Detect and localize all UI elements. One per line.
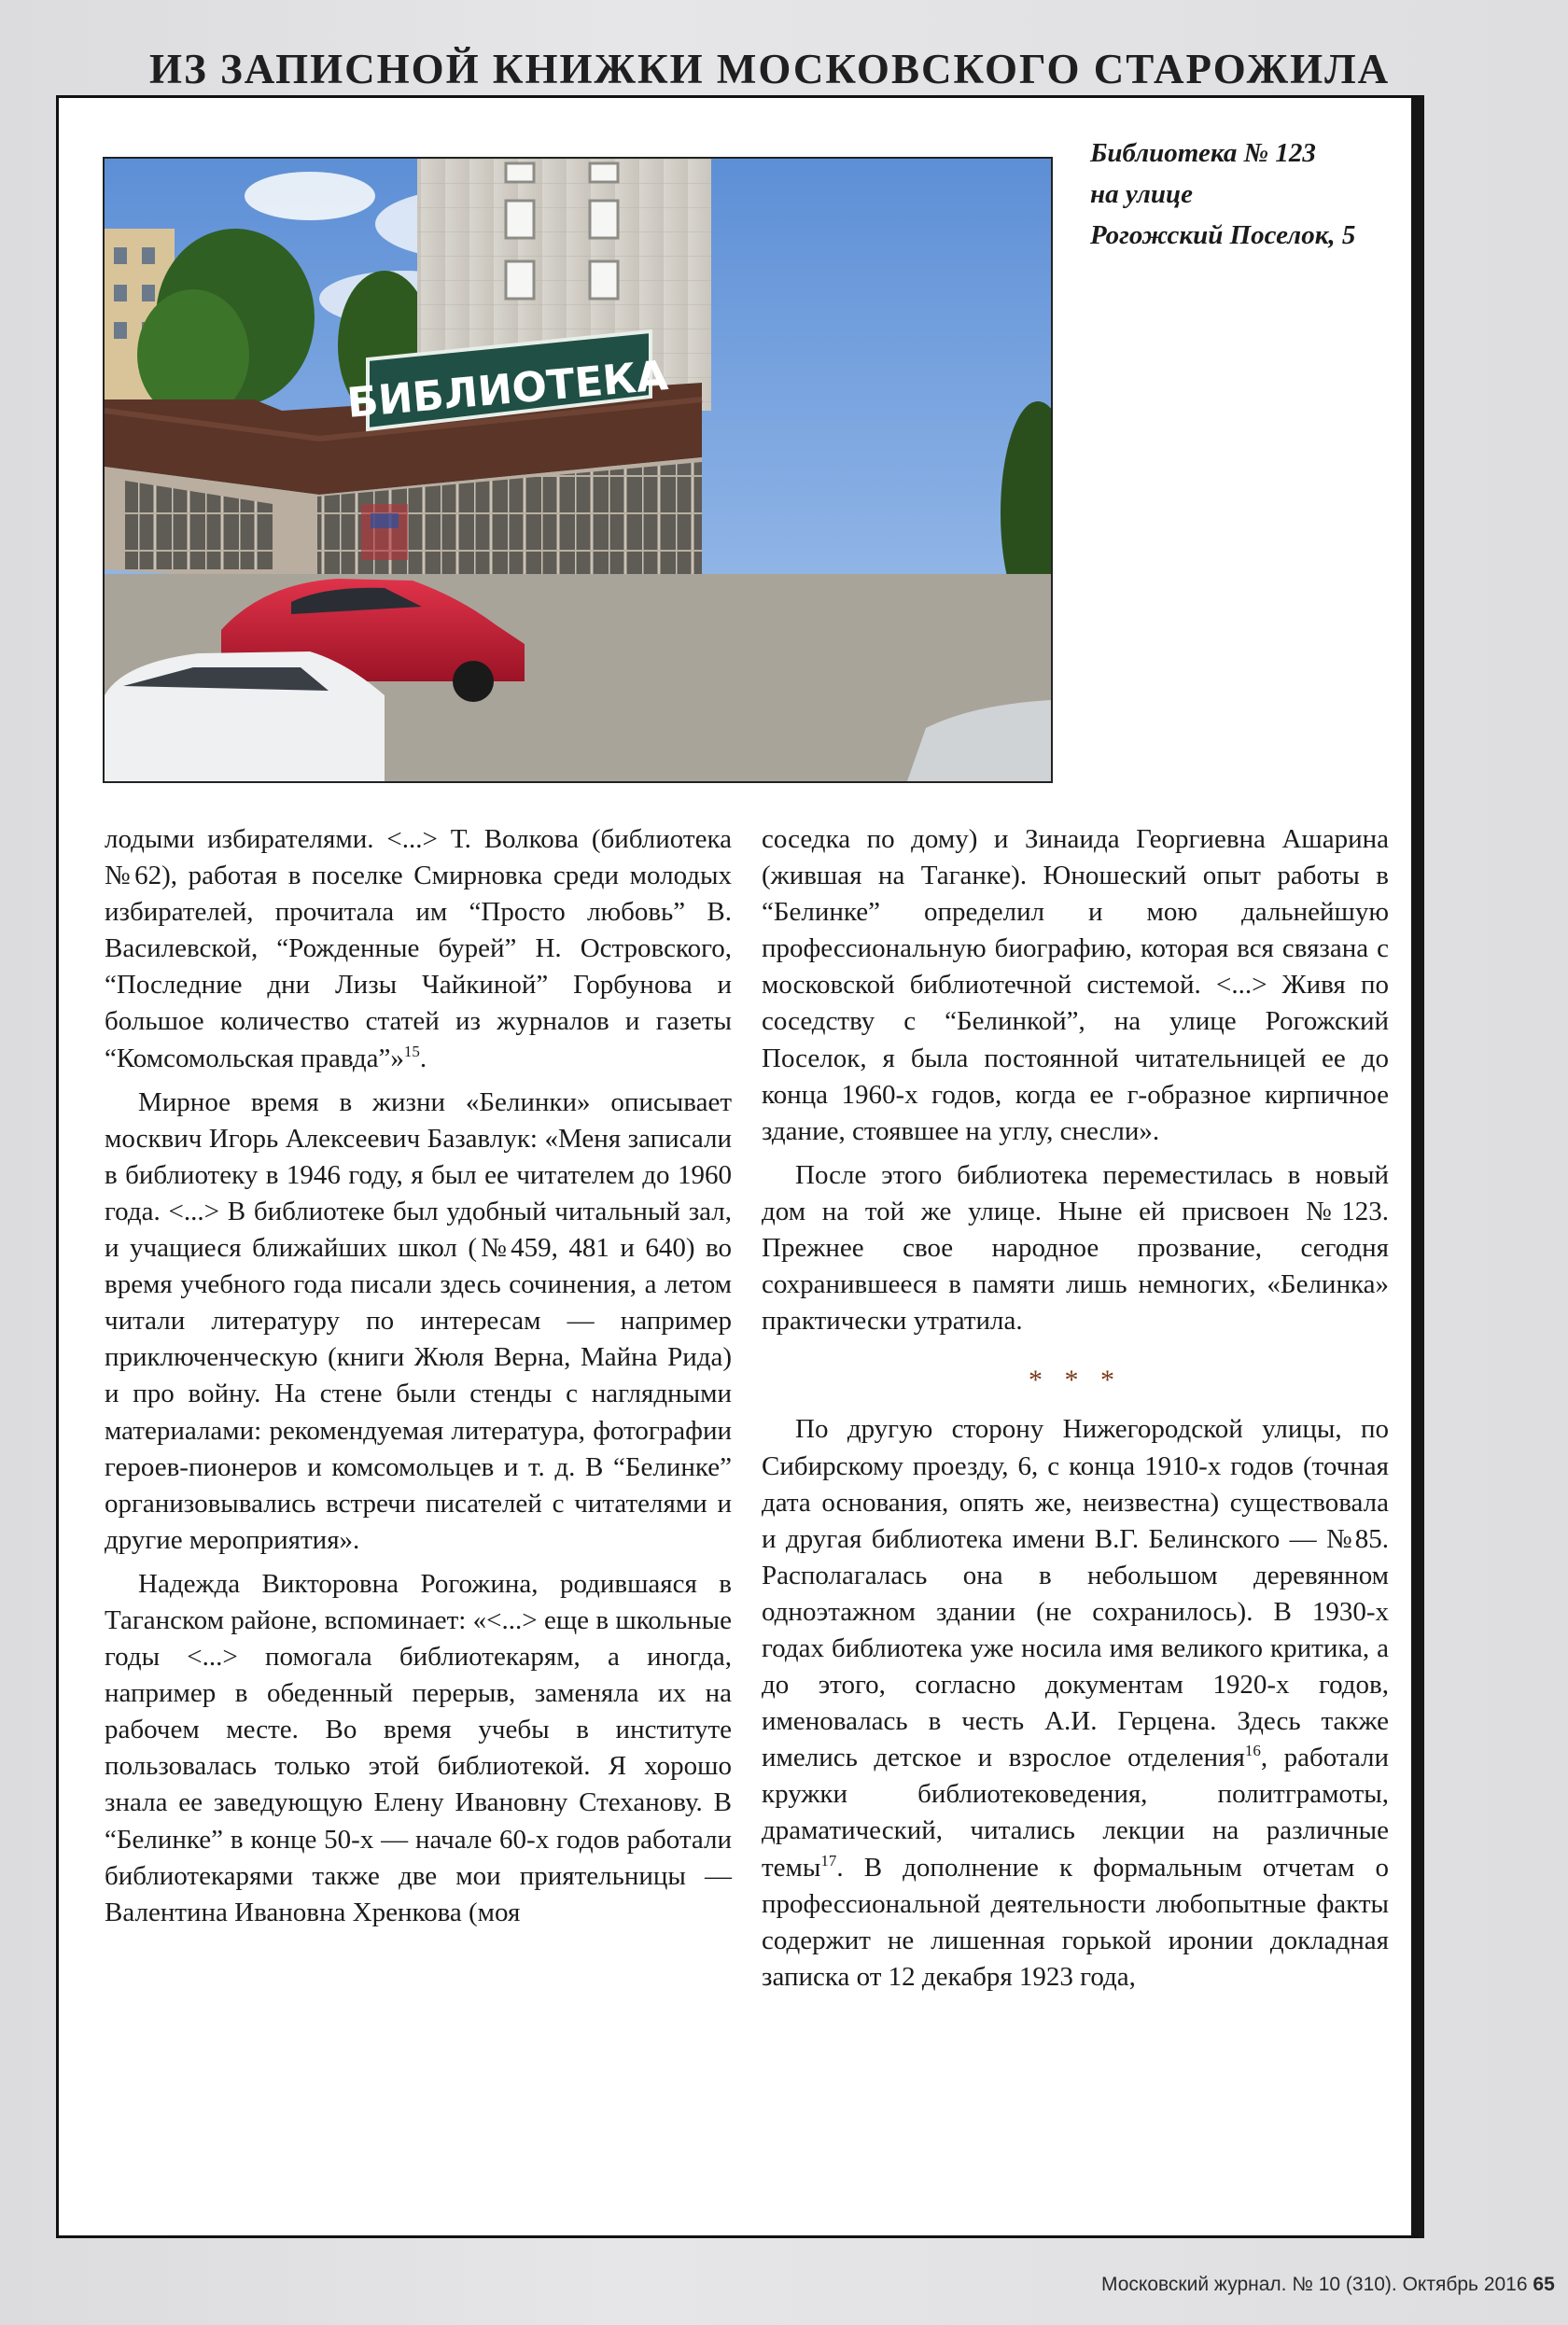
sign-text: БИБЛИОТЕКА xyxy=(344,352,670,427)
paragraph-text: . xyxy=(419,1043,427,1073)
caption-line-1: Библиотека № 123 xyxy=(1090,138,1316,168)
paragraph: Мирное время в жизни «Белинки» описывает москвич Игорь Алексеевич Базавлук: «Меня записали в библиотеку в 1946 году, я был ее читателем до 1960 года. <...> В библиотеке был удобный читальный зал, и учащиеся ближайших школ (№459, 481 и 640) во время учебного года писали здесь сочинения, а летом читали литературу по интересам — например приключенческую (книги Жюля Верна, Майна Рида) и про войну. На стене были стенды с наглядными материалами: рекомендуемая литература, фотографии героев-пионеров и комсомольцев и т. д. В “Белинке” организовывались встречи писателей с читателями и другие мероприятия». xyxy=(105,1086,732,1555)
paragraph: соседка по дому) и Зинаида Георгиевна Ашарина (жившая на Таганке). Юношеский опыт работы в “Белинке” определил и мою дальнейшую профессиональную биографию, которая вся связана с московской библиотечной системой. <...> Живя по соседству с “Белинкой”, на улице Рогожский Поселок, я была постоянной читательницей ее до конца 1960-х годов, когда ее г-образное кирпичное здание, стоявшее на углу, снесли». xyxy=(762,824,1389,1146)
journal-info: Московский журнал. № 10 (310). Октябрь 2016 xyxy=(1101,2274,1528,2295)
footnote-ref: 16 xyxy=(1244,1742,1261,1760)
footnote-ref: 17 xyxy=(820,1851,837,1870)
paragraph xyxy=(105,821,732,1077)
library-photo xyxy=(103,157,1053,783)
section-divider: * * * xyxy=(1029,1365,1122,1396)
paragraph xyxy=(762,1411,1389,1996)
paragraph: После этого библиотека переместилась в новый дом на той же улице. Ныне ей присвоен №123. Прежнее свое народное прозвание, сегодня сохранившееся в памяти лишь немногих, «Белинка» практически утратила. xyxy=(762,1159,1389,1337)
right-column xyxy=(762,821,1389,1996)
running-head: ИЗ ЗАПИСНОЙ КНИЖКИ МОСКОВСКОГО СТАРОЖИЛА xyxy=(149,46,1391,92)
paragraph-text: лодыми избирателями. <...> Т. Волкова (библиотека №62), работая в поселке Смирновка среди молодых избирателей, прочитала им “Просто любовь” В. Василевской, “Рожденные бурей” Н. Островского, “Последние дни Лизы Чайкиной” Горбунова и большое количество статей из журналов и газеты “Комсомольская правда”» xyxy=(105,824,732,1073)
paragraph-text: , работали кружки библиотековедения, политграмоты, драматический, читались лекции на различные темы xyxy=(762,1743,1390,1883)
page-number: 65 xyxy=(1533,2274,1555,2295)
paragraph-text: . В дополнение к формальным отчетам о профессиональной деятельности любопытные факты содержит не лишенная горькой иронии докладная записка от 12 декабря 1923 года, xyxy=(762,1852,1389,1992)
page-footer xyxy=(1101,2274,1555,2296)
photo-caption xyxy=(1090,133,1389,256)
paragraph-text: По другую сторону Нижегородской улицы, по Сибирскому проезду, 6, с конца 1910-х годов (точная дата основания, опять же, неизвестна) существовала и другая библиотека имени В.Г. Белинского — №85. Располагалась она в небольшом деревянном одноэтажном здании (не сохранилось). В 1930-х годах библиотека уже носила имя великого критика, а до этого, согласно документам 1920-х годов, именовалась в честь А.И. Герцена. Здесь также имелись детское и взрослое отделения xyxy=(762,1414,1389,1773)
caption-line-2: на улице xyxy=(1090,179,1193,209)
left-column xyxy=(105,821,732,1931)
footnote-ref: 15 xyxy=(403,1042,420,1060)
caption-line-3: Рогожский Поселок, 5 xyxy=(1090,220,1356,250)
paragraph: Надежда Викторовна Рогожина, родившаяся в Таганском районе, вспоминает: «<...> еще в школьные годы <...> помогала библиотекарям, а иногда, например в обеденный перерыв, заменяла их на рабочем месте. Во время учебы в институте пользовалась только этой библиотекой. Я хорошо знала ее заведующую Елену Ивановну Стеханову. В “Белинке” в конце 50-х — начале 60-х годов работали библиотекарями также две мои приятельницы — Валентина Ивановна Хренкова (моя xyxy=(105,1568,732,1927)
